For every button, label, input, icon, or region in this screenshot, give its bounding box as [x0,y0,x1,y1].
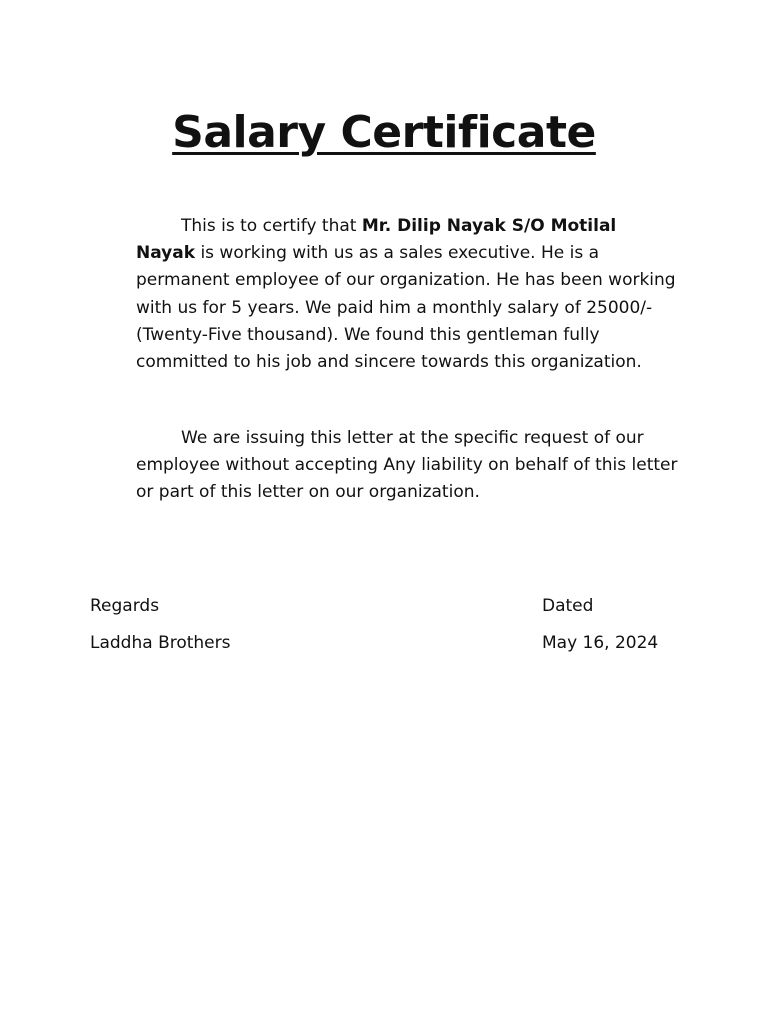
employee-name: Mr. Dilip Nayak S/O Motilal Nayak [136,216,617,264]
paragraph-body: is working with us as a sales executive. He is a permanent employee of our organization. He has been working with us for 5 years. We paid him a monthly salary of 25000/- (Twenty-Five thousand). We found this gentleman fully committed to his job and sincere towards this organization. [136,243,676,373]
dated-label: Dated [542,596,594,616]
document-title: Salary Certificate [172,107,596,158]
disclaimer-paragraph: We are issuing this letter at the specific request of our employee without accepting Any liability on behalf of this letter or part of this letter on our organization. [136,428,678,503]
paragraph-intro: This is to certify that [181,216,362,236]
certificate-paragraph [136,213,681,376]
company-name: Laddha Brothers [90,633,231,653]
regards-label: Regards [90,596,160,616]
date-value: May 16, 2024 [542,633,659,653]
